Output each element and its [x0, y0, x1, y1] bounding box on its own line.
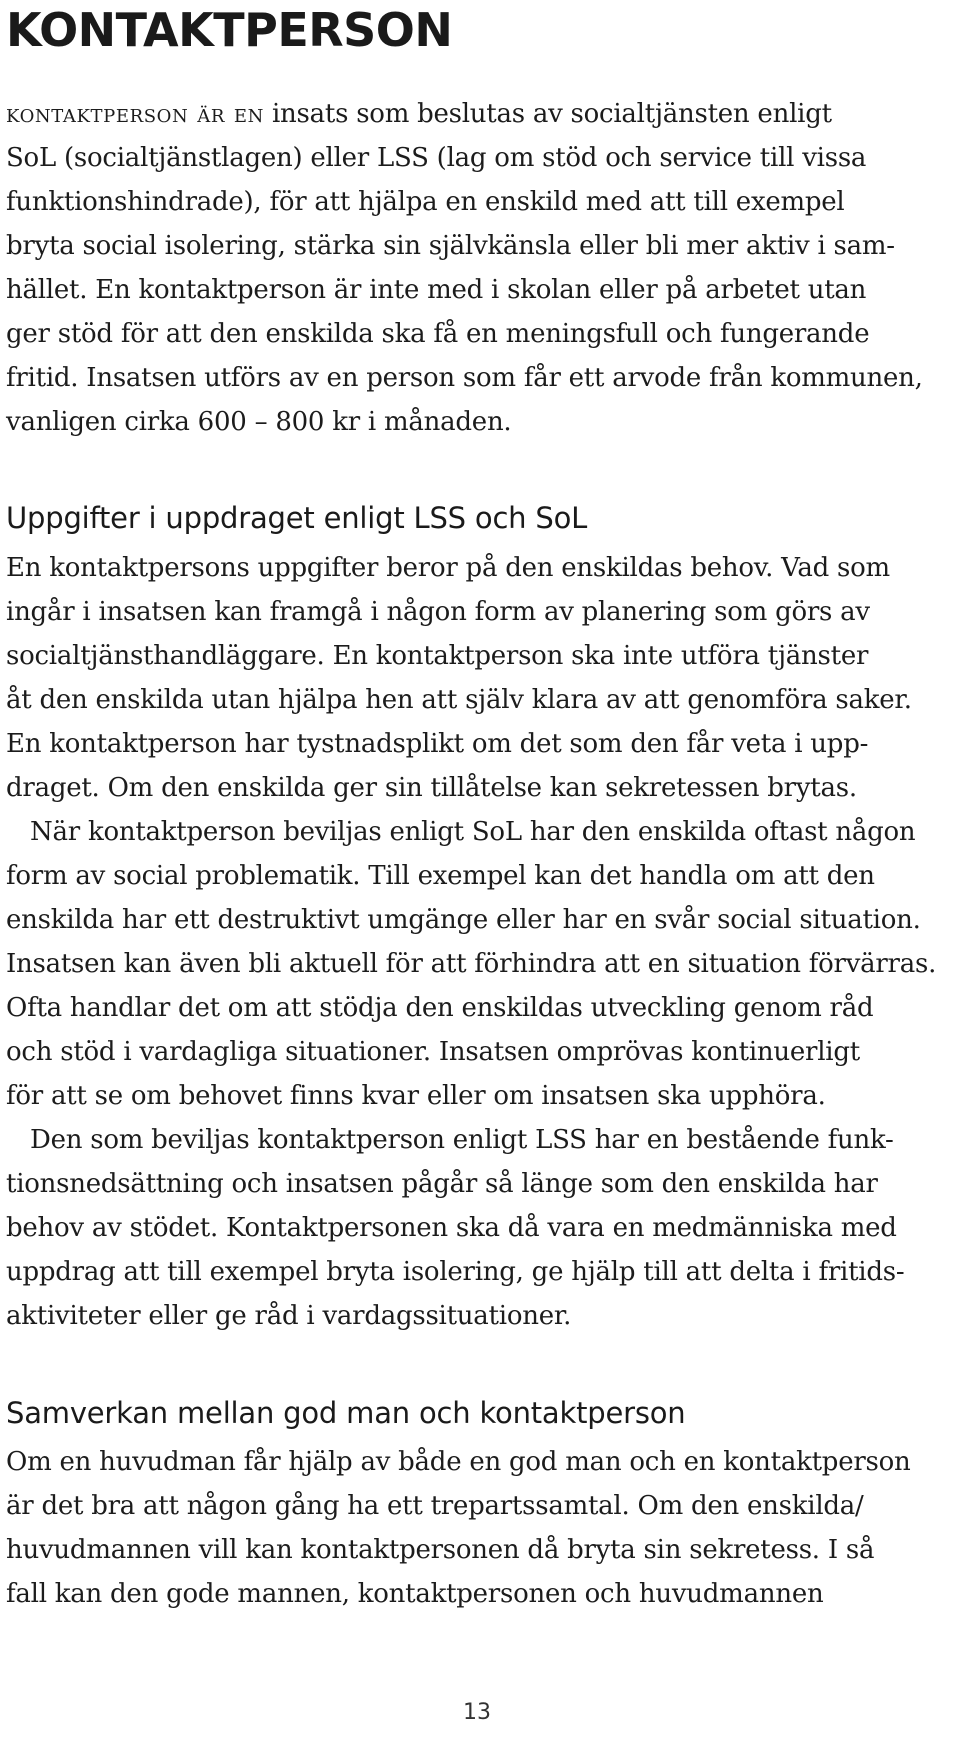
- body-line: behov av stödet. Kontaktpersonen ska då vara en medmänniska med: [6, 1213, 897, 1243]
- body-line: När kontaktperson beviljas enligt SoL har den enskilda oftast någon: [30, 817, 916, 847]
- body-line: form av social problematik. Till exempel kan det handla om att den: [6, 861, 875, 891]
- body-line: fall kan den gode mannen, kontaktpersonen och huvudmannen: [6, 1579, 824, 1609]
- body-line: enskilda har ett destruktivt umgänge eller har en svår social situation.: [6, 905, 921, 935]
- body-line: för att se om behovet finns kvar eller om insatsen ska upphöra.: [6, 1081, 826, 1111]
- page-title: KONTAKTPERSON: [6, 3, 453, 57]
- intro-line: fritid. Insatsen utförs av en person som får ett arvode från kommunen,: [6, 363, 923, 393]
- body-line: uppdrag att till exempel bryta isolering, ge hjälp till att delta i fritids-: [6, 1257, 905, 1287]
- intro-lead-smallcaps: kontaktperson är en: [6, 99, 264, 129]
- section-heading: Samverkan mellan god man och kontaktperson: [6, 1396, 686, 1430]
- body-line: huvudmannen vill kan kontaktpersonen då bryta sin sekretess. I så: [6, 1535, 875, 1565]
- body-line: Den som beviljas kontaktperson enligt LSS har en bestående funk-: [30, 1125, 894, 1155]
- intro-line: [6, 92, 832, 136]
- body-line: Ofta handlar det om att stödja den enskildas utveckling genom råd: [6, 993, 874, 1023]
- body-line: och stöd i vardagliga situationer. Insatsen omprövas kontinuerligt: [6, 1037, 860, 1067]
- page-number: 13: [463, 1700, 491, 1725]
- body-line: socialtjänsthandläggare. En kontaktperson ska inte utföra tjänster: [6, 641, 869, 671]
- intro-line: bryta social isolering, stärka sin självkänsla eller bli mer aktiv i sam-: [6, 231, 895, 261]
- intro-line: hället. En kontaktperson är inte med i skolan eller på arbetet utan: [6, 275, 867, 305]
- body-line: aktiviteter eller ge råd i vardagssituationer.: [6, 1301, 572, 1331]
- body-line: Om en huvudman får hjälp av både en god man och en kontaktperson: [6, 1447, 911, 1477]
- intro-line: funktionshindrade), för att hjälpa en enskild med att till exempel: [6, 187, 845, 217]
- body-line: åt den enskilda utan hjälpa hen att själv klara av att genomföra saker.: [6, 685, 912, 715]
- intro-line: ger stöd för att den enskilda ska få en meningsfull och fungerande: [6, 319, 870, 349]
- body-line: Insatsen kan även bli aktuell för att förhindra att en situation förvärras.: [6, 949, 937, 979]
- section-heading: Uppgifter i uppdraget enligt LSS och SoL: [6, 501, 588, 535]
- body-line: är det bra att någon gång ha ett trepartssamtal. Om den enskilda/: [6, 1491, 864, 1521]
- intro-line: SoL (socialtjänstlagen) eller LSS (lag om stöd och service till vissa: [6, 143, 867, 173]
- body-line: ingår i insatsen kan framgå i någon form av planering som görs av: [6, 597, 870, 627]
- body-line: En kontaktperson har tystnadsplikt om det som den får veta i upp-: [6, 729, 869, 759]
- body-line: En kontaktpersons uppgifter beror på den enskildas behov. Vad som: [6, 553, 890, 583]
- body-line: tionsnedsättning och insatsen pågår så länge som den enskilda har: [6, 1169, 878, 1199]
- intro-line: vanligen cirka 600 – 800 kr i månaden.: [6, 407, 512, 437]
- intro-first-line-rest: insats som beslutas av socialtjänsten enligt: [263, 99, 832, 129]
- body-line: draget. Om den enskilda ger sin tillåtelse kan sekretessen brytas.: [6, 773, 857, 803]
